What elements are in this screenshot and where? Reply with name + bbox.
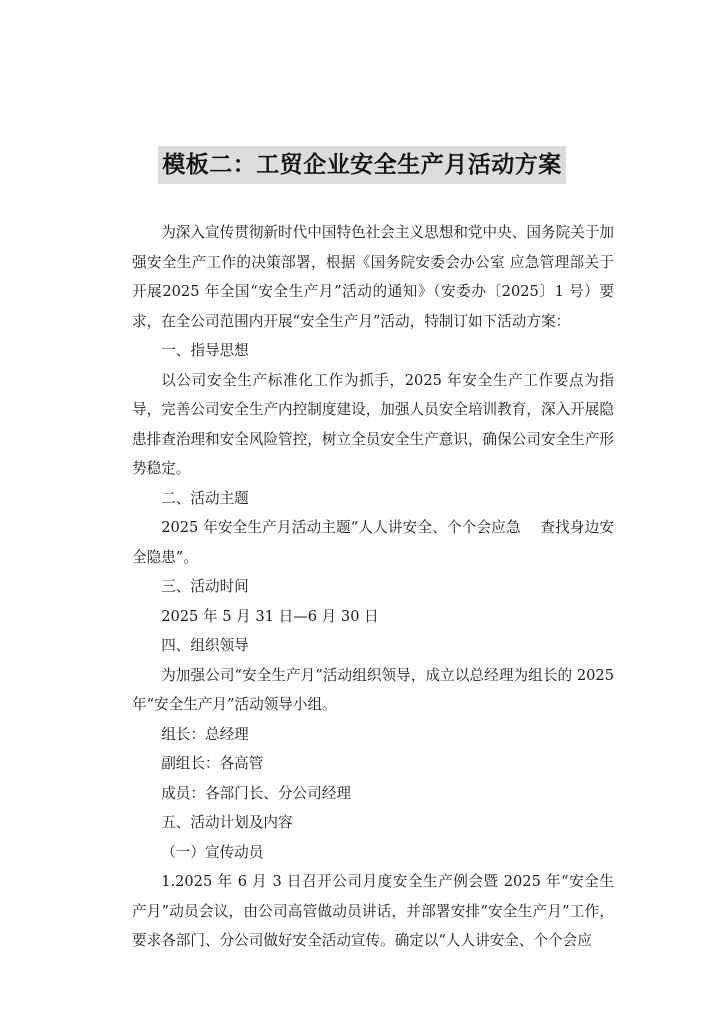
theme-paragraph: 2025 年安全生产月活动主题“人人讲安全、个个会应急 查找身边安全隐患”。 bbox=[132, 519, 614, 566]
section-heading-plan: 五、活动计划及内容 bbox=[161, 814, 293, 831]
subsection-heading-mobilization: （一）宣传动员 bbox=[161, 843, 264, 861]
document-title: 模板二：工贸企业安全生产月活动方案 bbox=[158, 146, 566, 184]
section-heading-guiding-ideology: 一、指导思想 bbox=[161, 342, 249, 359]
guiding-ideology-paragraph: 以公司安全生产标准化工作为抓手，2025 年安全生产工作要点为指导，完善公司安全生产内控制度建设，加强人员安全培训教育，深入开展隐患排查治理和安全风险管控，树立全员安全生产意识，确保公司安全生产形势稳定。 bbox=[132, 371, 614, 477]
deputy-leader-line: 副组长：各高管 bbox=[161, 755, 264, 772]
section-heading-organization: 四、组织领导 bbox=[161, 637, 249, 654]
time-paragraph: 2025 年 5 月 31 日—6 月 30 日 bbox=[161, 607, 379, 625]
document-body bbox=[132, 218, 614, 956]
mobilization-paragraph: 1.2025 年 6 月 3 日召开公司月度安全生产例会暨 2025 年“安全生产月”动员会议，由公司高管做动员讲话，并部署安排“安全生产月”工作，要求各部门、分公司做好安全活动宣传。确定以“人人讲安全、个个会应 bbox=[132, 873, 614, 949]
members-line: 成员：各部门长、分公司经理 bbox=[161, 784, 351, 802]
intro-paragraph: 为深入宣传贯彻新时代中国特色社会主义思想和党中央、国务院关于加强安全生产工作的决策部署，根据《国务院安委会办公室 应急管理部关于开展2025 年全国“安全生产月”活动的通知》（安委办〔2025〕1 号）要求，在全公司范围内开展“安全生产月”活动，特制订如下活动方案： bbox=[132, 224, 614, 330]
title-container bbox=[0, 146, 724, 184]
section-heading-theme: 二、活动主题 bbox=[161, 489, 249, 507]
leader-line: 组长：总经理 bbox=[161, 725, 249, 743]
section-heading-time: 三、活动时间 bbox=[161, 578, 249, 595]
organization-paragraph: 为加强公司“安全生产月”活动组织领导，成立以总经理为组长的 2025 年“安全生产月”活动领导小组。 bbox=[132, 666, 614, 713]
